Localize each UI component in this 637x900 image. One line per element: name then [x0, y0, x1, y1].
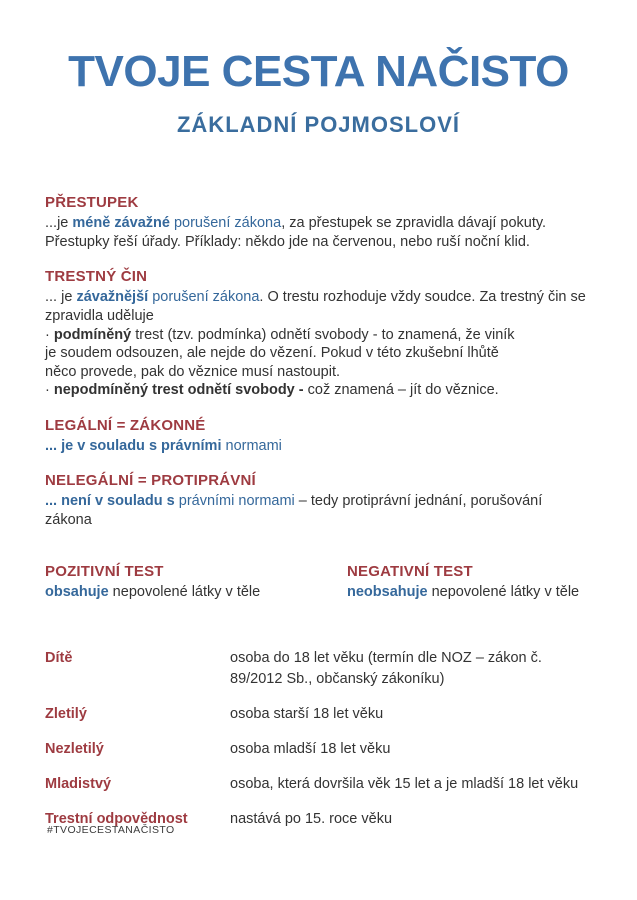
text-run: normami	[225, 437, 282, 454]
section-heading: LEGÁLNÍ = ZÁKONNÉ	[45, 416, 206, 434]
text-run: porušení zákona	[152, 289, 260, 306]
text-run: ... je v souladu s právními	[45, 437, 226, 454]
text-run: trest (tzv. podmínka) odnětí svobody - to znamená, že viník je soudem odsouzen, ale nejde do vězení. Pokud v této zkušební lhůtě něco provede, pak do věznice musí nastoupit.	[45, 326, 515, 380]
section-heading: PŘESTUPEK	[45, 194, 139, 212]
definition-text: osoba, která dovršila věk 15 let a je mladší 18 let věku	[230, 776, 579, 793]
definition-row	[45, 704, 592, 725]
definition-term: Trestní odpovědnost	[45, 811, 188, 828]
section-paragraph	[45, 214, 570, 251]
text-run: porušení zákona	[173, 215, 282, 232]
section-paragraph	[45, 288, 592, 325]
definition-row	[45, 739, 592, 760]
text-run: , za přestupek se zpravidla dávají pokuty. Přestupky řeší úřady. Příklady: někdo jde na červenou, nebo ruší noční klid.	[45, 215, 547, 250]
text-run: – tedy protiprávní jednání, porušování zákona	[45, 493, 543, 528]
section-heading: TRESTNÝ ČIN	[45, 268, 148, 286]
definition-term: Zletilý	[45, 705, 87, 722]
section-trestny-cin	[45, 268, 592, 399]
definition-text: osoba do 18 let věku (termín dle NOZ – zákon č. 89/2012 Sb., občanský zákoníku)	[230, 649, 542, 687]
definition-row	[45, 774, 592, 795]
text-run: právními normami	[178, 493, 295, 510]
text-run: ·	[45, 326, 54, 343]
page-title: TVOJE CESTA NAČISTO	[68, 47, 569, 96]
section-nelegalni	[45, 472, 592, 529]
text-run: ... je	[45, 289, 77, 306]
text-run: nepodmíněný trest odnětí svobody -	[53, 382, 308, 399]
definition-term: Mladistvý	[45, 776, 112, 793]
text-run: méně závažné	[72, 215, 174, 232]
negative-test-column	[347, 563, 592, 602]
text-run: nepovolené látky v těle	[108, 584, 261, 601]
positive-test-column	[45, 563, 347, 602]
section-heading: NELEGÁLNÍ = PROTIPRÁVNÍ	[45, 472, 256, 490]
section-legalni	[45, 417, 592, 456]
section-paragraph	[45, 492, 592, 529]
definition-term: Nezletilý	[45, 741, 104, 757]
definitions-table	[45, 648, 592, 830]
test-description	[347, 583, 592, 602]
test-description	[45, 583, 347, 602]
section-prestupek	[45, 194, 592, 251]
definition-term: Dítě	[45, 649, 73, 666]
test-comparison	[45, 563, 592, 602]
bullet-item	[45, 326, 515, 382]
text-run: obsahuje	[45, 584, 109, 601]
text-run: což znamená – jít do věznice.	[307, 382, 499, 399]
text-run: ·	[45, 382, 54, 399]
text-run: podmíněný	[53, 326, 136, 343]
section-paragraph	[45, 437, 592, 456]
test-heading: POZITIVNÍ TEST	[45, 563, 164, 581]
text-run: . O trestu rozhoduje vždy soudce. Za trestný čin se zpravidla uděluje	[45, 289, 586, 325]
bullet-item	[45, 381, 592, 400]
text-run: neobsahuje	[347, 584, 428, 601]
definition-text: osoba starší 18 let věku	[230, 705, 384, 722]
page-subtitle: ZÁKLADNÍ POJMOSLOVÍ	[176, 112, 460, 138]
definition-text: nastává po 15. roce věku	[230, 811, 393, 828]
test-heading: NEGATIVNÍ TEST	[347, 563, 473, 581]
text-run: nepovolené látky v těle	[427, 584, 580, 601]
text-run: ... není v souladu s	[45, 493, 179, 510]
definition-row	[45, 648, 592, 690]
text-run: závažnější	[76, 289, 153, 306]
definition-text: osoba mladší 18 let věku	[230, 741, 391, 757]
text-run: ...je	[45, 215, 73, 232]
footer-hashtag: #TVOJECESTANAČISTO	[47, 824, 175, 836]
